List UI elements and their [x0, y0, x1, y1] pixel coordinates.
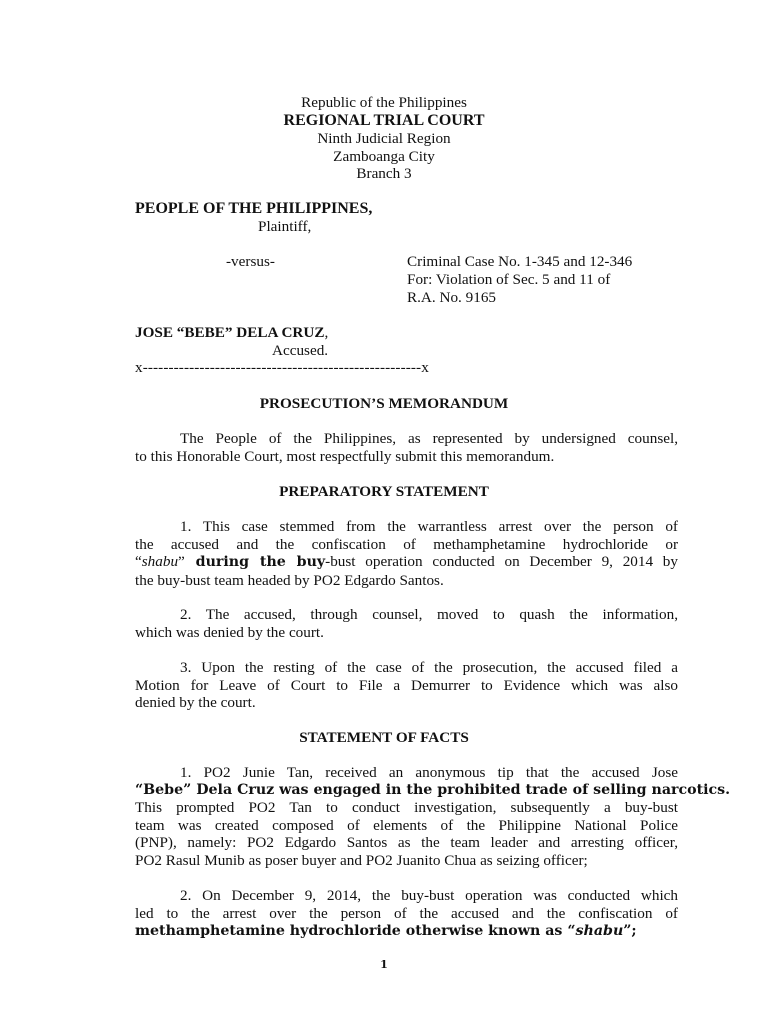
paragraph-line: Motion for Leave of Court to File a Demurrer to Evidence which was also [135, 676, 678, 694]
line-rest: -bust operation conducted on December 9, 2014 by [325, 553, 678, 571]
accused-name-text: JOSE “BEBE” DELA CRUZ [135, 324, 325, 341]
preparatory-paragraph-1 [135, 518, 678, 589]
paragraph-line: led to the arrest over the person of the accused and the confiscation of [135, 904, 678, 922]
header-city: Zamboanga City [333, 148, 435, 165]
case-statute: R.A. No. 9165 [407, 289, 497, 306]
accused-name [135, 324, 328, 342]
plaintiff-name: PEOPLE OF THE PHILIPPINES, [135, 200, 373, 217]
paragraph-line: 3. Upon the resting of the case of the prosecution, the accused filed a [180, 659, 678, 676]
quote-close: ”; [623, 923, 637, 940]
header-branch: Branch 3 [356, 165, 412, 182]
paragraph-line: (PNP), namely: PO2 Edgardo Santos as the team leader and arresting officer, [135, 834, 678, 852]
paragraph-line: 1. PO2 Junie Tan, received an anonymous tip that the accused Jose [180, 764, 678, 781]
shabu-term: shabu [141, 553, 179, 571]
paragraph-line: the accused and the confiscation of methamphetamine hydrochloride or [135, 535, 678, 553]
shabu-term: shabu [575, 923, 624, 940]
preparatory-paragraph-3 [135, 659, 678, 712]
paragraph-line: 2. On December 9, 2014, the buy-bust operation was conducted which [180, 887, 678, 904]
intro-paragraph [135, 430, 678, 465]
preparatory-heading: PREPARATORY STATEMENT [279, 483, 489, 500]
plaintiff-role: Plaintiff, [258, 218, 312, 235]
header-republic: Republic of the Philippines [301, 94, 467, 111]
paragraph-line-bold: “Bebe” Dela Cruz was engaged in the prohibited trade of selling narcotics. [135, 781, 731, 798]
paragraph-line [135, 922, 678, 941]
paragraph-line: denied by the court. [135, 694, 256, 712]
accused-name-comma: , [324, 324, 329, 341]
preparatory-paragraph-2 [135, 606, 678, 641]
page-number: 1 [380, 958, 388, 971]
intro-line: The People of the Philippines, as represented by undersigned counsel, [180, 430, 678, 447]
header-region: Ninth Judicial Region [317, 130, 451, 147]
paragraph-line: which was denied by the court. [135, 623, 324, 641]
document-title: PROSECUTION’S MEMORANDUM [259, 395, 509, 412]
facts-paragraph-2 [135, 887, 678, 941]
paragraph-line: the buy-bust team headed by PO2 Edgardo Santos. [135, 571, 444, 589]
versus-label: -versus- [226, 253, 275, 270]
case-violation: For: Violation of Sec. 5 and 11 of [407, 271, 611, 288]
facts-paragraph-1 [135, 764, 731, 870]
case-number: Criminal Case No. 1-345 and 12-346 [407, 253, 633, 270]
paragraph-line: PO2 Rasul Munib as poser buyer and PO2 Juanito Chua as seizing officer; [135, 851, 588, 869]
bold-phrase: methamphetamine hydrochloride otherwise known as “ [135, 923, 576, 940]
paragraph-line: This prompted PO2 Tan to conduct investigation, subsequently a buy-bust [135, 799, 678, 817]
caption-separator: x------------------------------------------------------x [135, 359, 429, 376]
accused-role: Accused. [272, 342, 329, 359]
header-court: REGIONAL TRIAL COURT [283, 112, 485, 129]
intro-line: to this Honorable Court, most respectfully submit this memorandum. [135, 447, 555, 465]
paragraph-line [135, 553, 678, 572]
paragraph-line: 2. The accused, through counsel, moved to quash the information, [180, 606, 678, 623]
quote-close: ” [178, 553, 185, 571]
bold-phrase: during the buy [184, 554, 326, 571]
paragraph-line: team was created composed of elements of the Philippine National Police [135, 816, 678, 834]
paragraph-line: 1. This case stemmed from the warrantless arrest over the person of [180, 518, 678, 535]
quote-open: “ [135, 553, 142, 571]
facts-heading: STATEMENT OF FACTS [299, 729, 469, 746]
